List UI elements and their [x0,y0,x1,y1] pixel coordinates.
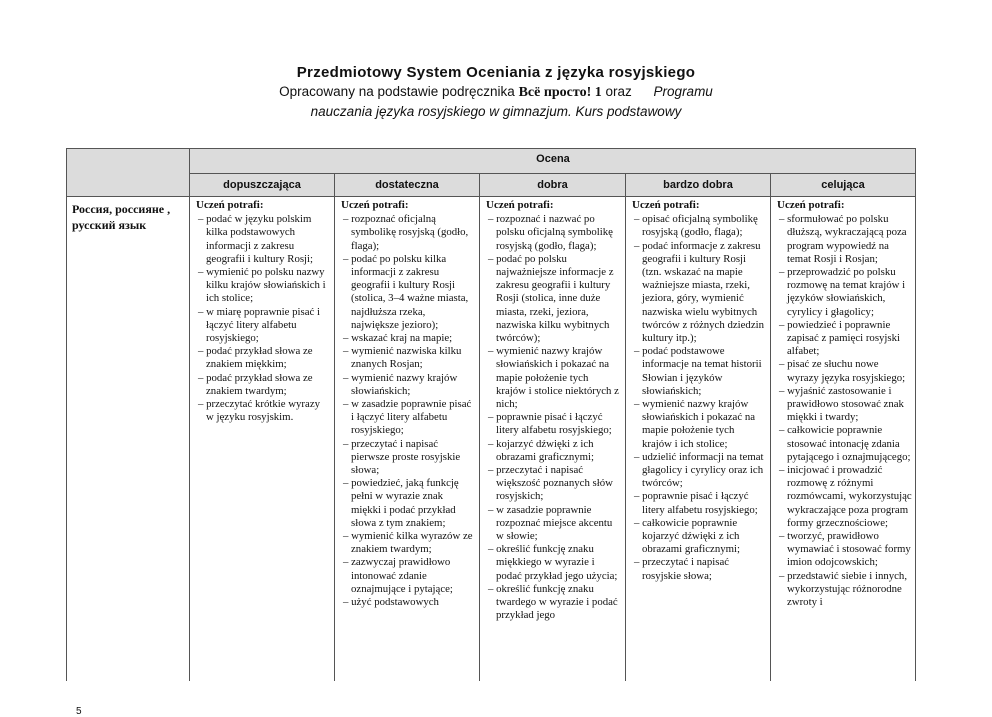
page-number: 5 [76,706,82,717]
list-item: – wymienić nazwiska kilku znanych Rosjan; [341,345,475,371]
list-item: – wymienić nazwy krajów słowiańskich i pokazać na mapie położenie tych krajów i ich stolice; [632,398,766,451]
list-item: – sformułować po polsku dłuższą, wykraczającą poza program wypowiedź na temat Rosji i Rosjan; [777,213,912,266]
grade-dopuszczajaca: dopuszczająca [223,179,301,191]
header-corner-cell [66,148,189,196]
column-dostateczna [341,199,475,609]
column-dobra [486,199,621,623]
list-item: – całkowicie poprawnie stosować intonację zdania pytającego i oznajmującego; [777,424,912,464]
list-item: – w zasadzie poprawnie rozpoznać miejsce akcentu w słowie; [486,504,621,544]
list-item: – całkowicie poprawnie kojarzyć dźwięki z ich obrazami graficznymi; [632,517,766,557]
list-item: – określić funkcję znaku miękkiego w wyrazie i podać przykład jego użycia; [486,543,621,583]
list-item: – wymienić kilka wyrazów ze znakiem twardym; [341,530,475,556]
list-item: – poprawnie pisać i łączyć litery alfabetu rosyjskiego; [486,411,621,437]
column-bardzo-dobra [632,199,766,583]
list-item: – podać przykład słowa ze znakiem twardym; [196,372,330,398]
column-dopuszczajaca [196,199,330,424]
list-item: – tworzyć, prawidłowo wymawiać i stosować formy imion odojcowskich; [777,530,912,570]
list-item: – określić funkcję znaku twardego w wyrazie i podać przykład jego [486,583,621,623]
document-subtitle [0,84,992,101]
ocena-label: Ocena [536,153,570,165]
list-item: – podać po polsku najważniejsze informacje z zakresu geografii i kultury Rosji (stolica, inne duże miasta, rzeki, jeziora, nazwiska kilku wybitnych twórców); [486,253,621,345]
list-item: – wymienić nazwy krajów słowiańskich; [341,372,475,398]
list-item: – rozpoznać i nazwać po polsku oficjalną symbolikę rosyjską (godło, flaga); [486,213,621,253]
list-item: – udzielić informacji na temat głagolicy i cyrylicy oraz ich twórców; [632,451,766,491]
list-item: – podać informacje z zakresu geografii i kultury Rosji (tzn. wskazać na mapie ważniejsze miasta, rzeki, jeziora, góry, wymienić nazwiska wielu wybitnych twórców z różnych dziedzin kultury itp.); [632,240,766,346]
column-header: Uczeń potrafi: [341,199,409,211]
topic-cell: Россия, россияне , русский язык [72,202,171,232]
list-item: – podać podstawowe informacje na temat historii Słowian i języków słowiańskich; [632,345,766,398]
column-celujaca [777,199,912,609]
grade-dobra: dobra [537,179,568,191]
grading-table [66,148,916,681]
column-header: Uczeń potrafi: [196,199,264,211]
requirements-list [632,213,766,583]
list-item: – przeprowadzić po polsku rozmowę na temat krajów i języków słowiańskich, cyrylicy i głagolicy; [777,266,912,319]
list-item: – podać po polsku kilka informacji z zakresu geografii i kultury Rosji (stolica, 3–4 ważne miasta, najdłuższa rzeka, największe jezioro); [341,253,475,332]
list-item: – przeczytać i napisać rosyjskie słowa; [632,556,766,582]
list-item: – wymienić nazwy krajów słowiańskich i pokazać na mapie położenie tych krajów i stolice niektórych z nich; [486,345,621,411]
book-title: Всё просто! 1 [518,85,602,100]
grade-celujaca: celująca [821,179,865,191]
list-item: – inicjować i prowadzić rozmowę z różnymi rozmówcami, wykorzystując wykraczające poza program formy grzecznościowe; [777,464,912,530]
grade-bardzo-dobra: bardzo dobra [663,179,733,191]
list-item: – w zasadzie poprawnie pisać i łączyć litery alfabetu rosyjskiego; [341,398,475,438]
list-item: – poprawnie pisać i łączyć litery alfabetu rosyjskiego; [632,490,766,516]
column-header: Uczeń potrafi: [632,199,700,211]
list-item: – zazwyczaj prawidłowo intonować zdanie oznajmujące i pytające; [341,556,475,596]
list-item: – przeczytać i napisać pierwsze proste rosyjskie słowa; [341,438,475,478]
list-item: – powiedzieć, jaką funkcję pełni w wyrazie znak miękki i podać przykład słowa z tym znakiem; [341,477,475,530]
list-item: – w miarę poprawnie pisać i łączyć litery alfabetu rosyjskiego; [196,306,330,346]
list-item: – podać przykład słowa ze znakiem miękkim; [196,345,330,371]
document-subtitle-line2: nauczania języka rosyjskiego w gimnazjum. Kurs podstawowy [310,104,682,119]
list-item: – wymienić po polsku nazwy kilku krajów słowiańskich i ich stolice; [196,266,330,306]
list-item: – użyć podstawowych [341,596,475,609]
list-item: – podać w języku polskim kilka podstawowych informacji z zakresu geografii i kultury Rosji; [196,213,330,266]
subtitle-prefix: Opracowany na podstawie podręcznika [279,84,515,99]
list-item: – przedstawić siebie i innych, wykorzystując różnorodne zwroty i [777,570,912,610]
subtitle-oraz: oraz [605,84,632,99]
requirements-list [341,213,475,609]
requirements-list [486,213,621,622]
document-title: Przedmiotowy System Oceniania z języka rosyjskiego [296,64,696,81]
column-header: Uczeń potrafi: [486,199,554,211]
requirements-list [777,213,912,609]
list-item: – przeczytać krótkie wyrazy w języku rosyjskim. [196,398,330,424]
list-item: – przeczytać i napisać większość poznanych słów rosyjskich; [486,464,621,504]
column-header: Uczeń potrafi: [777,199,845,211]
list-item: – rozpoznać oficjalną symbolikę rosyjską (godło, flaga); [341,213,475,253]
list-item: – kojarzyć dźwięki z ich obrazami graficznymi; [486,438,621,464]
requirements-list [196,213,330,424]
subtitle-program: Programu [653,84,713,99]
grade-dostateczna: dostateczna [375,179,439,191]
list-item: – pisać ze słuchu nowe wyrazy języka rosyjskiego; [777,358,912,384]
list-item: – wyjaśnić zastosowanie i prawidłowo stosować znak miękki i twardy; [777,385,912,425]
list-item: – wskazać kraj na mapie; [341,332,475,345]
list-item: – opisać oficjalną symbolikę rosyjską (godło, flaga); [632,213,766,239]
list-item: – powiedzieć i poprawnie zapisać z pamięci rosyjski alfabet; [777,319,912,359]
